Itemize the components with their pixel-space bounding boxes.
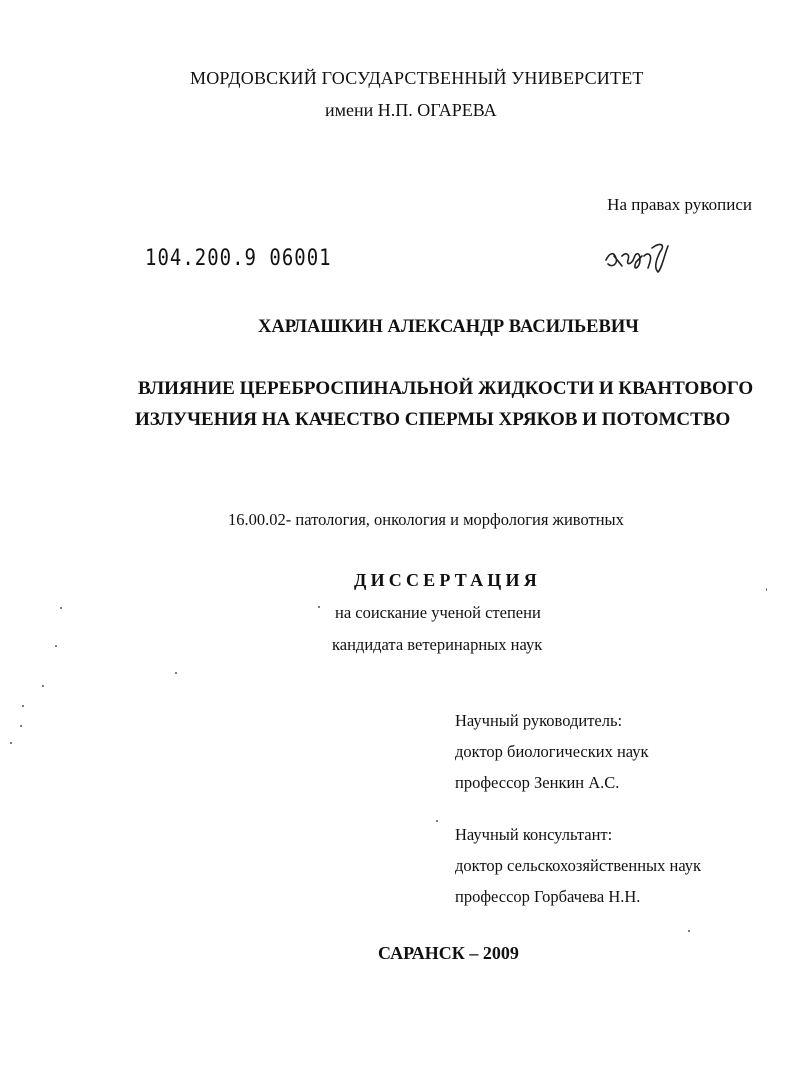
- scan-speck: [42, 685, 44, 687]
- consultant-block: [455, 819, 701, 912]
- scan-speck: [60, 607, 62, 609]
- scan-speck: [436, 820, 438, 822]
- city-year: САРАНСК – 2009: [378, 943, 519, 963]
- document-type: ДИССЕРТАЦИЯ: [354, 570, 541, 590]
- consultant-role: Научный консультант:: [455, 825, 613, 844]
- registration-number-stamp: 104.200.9 06001: [145, 245, 332, 271]
- supervisor-name: профессор Зенкин А.С.: [455, 773, 620, 792]
- scan-speck: [10, 742, 12, 744]
- scan-speck: [688, 930, 690, 932]
- consultant-name: профессор Горбачева Н.Н.: [455, 887, 641, 906]
- scan-speck: [318, 606, 320, 608]
- scan-speck: [766, 588, 767, 591]
- scan-speck: [20, 725, 22, 727]
- university-name: МОРДОВСКИЙ ГОСУДАРСТВЕННЫЙ УНИВЕРСИТЕТ: [190, 68, 644, 88]
- supervisor-role: Научный руководитель:: [455, 711, 623, 730]
- dissertation-title-line-1: ВЛИЯНИЕ ЦЕРЕБРОСПИНАЛЬНОЙ ЖИДКОСТИ И КВАНТОВОГО: [138, 378, 754, 399]
- consultant-degree: доктор сельскохозяйственных наук: [455, 856, 702, 875]
- scan-speck: [55, 645, 57, 647]
- supervisor-degree: доктор биологических наук: [455, 742, 649, 761]
- university-named-after: имени Н.П. ОГАРЕВА: [325, 100, 497, 120]
- supervisor-block: [455, 705, 649, 798]
- specialty-code: 16.00.02- патология, онкология и морфология животных: [228, 510, 624, 529]
- handwritten-signature: [602, 238, 672, 281]
- manuscript-rights: На правах рукописи: [607, 195, 752, 214]
- degree-line-1: на соискание ученой степени: [335, 603, 541, 622]
- author-name: ХАРЛАШКИН АЛЕКСАНДР ВАСИЛЬЕВИЧ: [258, 317, 639, 337]
- degree-line-2: кандидата ветеринарных наук: [332, 635, 543, 654]
- dissertation-title-line-2: ИЗЛУЧЕНИЯ НА КАЧЕСТВО СПЕРМЫ ХРЯКОВ И ПОТОМСТВО: [135, 409, 731, 430]
- scan-speck: [22, 705, 24, 707]
- scan-speck: [175, 672, 177, 674]
